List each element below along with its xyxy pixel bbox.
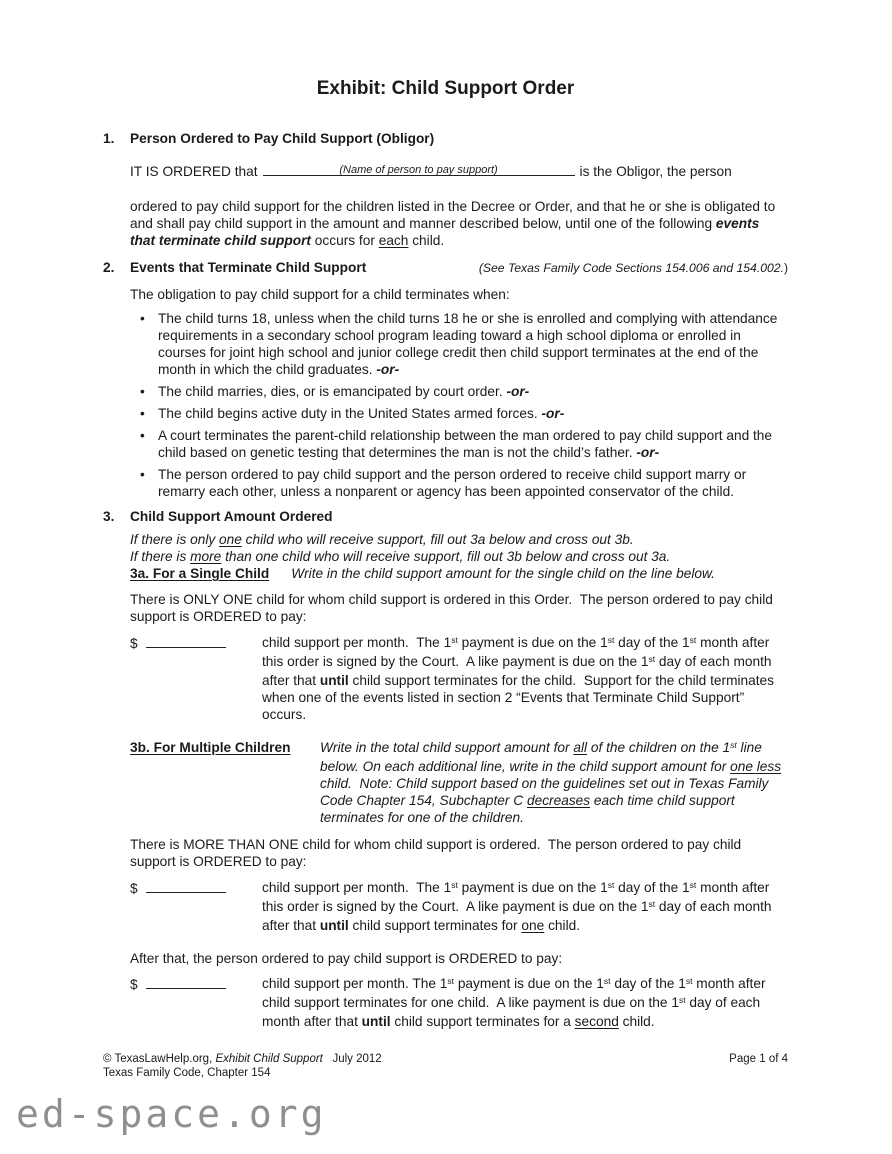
amount-terms-text: child support per month. The 1st payment is due on the 1st day of the 1st month after this order is signed by the Court. A like payment is due on the 1st day of each month after that until child support terminates for the child. Support for the child terminates when one of the events listed in section 2 “Events that Terminate Child Support” occurs.: [262, 635, 778, 722]
watermark: ed-space.org: [16, 1092, 327, 1136]
dollar-sign: $: [130, 977, 138, 992]
subsection-3b-heading: 3b. For Multiple Children: [130, 740, 291, 755]
bullet-text: The person ordered to pay child support and the person ordered to receive child support marry or remarry each other, unless a nonparent or agency has been appointed conservator of the child.: [158, 467, 750, 499]
multiple-children-paragraph: There is MORE THAN ONE child for whom child support is ordered. The person ordered to pay child support is ORDERED to pay:: [130, 837, 745, 869]
amount-blank-line: [146, 634, 226, 648]
section-2-number: 2.: [103, 260, 115, 275]
subsection-3b: [130, 739, 788, 1030]
section-1-body: [130, 162, 788, 249]
amount-field: [130, 634, 262, 723]
amount-field: [130, 879, 262, 934]
list-item: [130, 405, 788, 422]
statute-reference-note: (See Texas Family Code Sections 154.006 and 154.002.): [478, 261, 788, 275]
page-number: Page 1 of 4: [729, 1053, 788, 1065]
dollar-sign: $: [130, 881, 138, 896]
amount-instruction-2: If there is more than one child who will receive support, fill out 3b below and cross out 3a.: [130, 549, 671, 564]
obligor-paragraph: ordered to pay child support for the children listed in the Decree or Order, and that he or she is obligated to and shall pay child support in the amount and manner described below, until one of the following events that terminate child support occurs for each child.: [130, 199, 780, 248]
bullet-icon: •: [140, 406, 145, 421]
section-3-heading-row: [103, 508, 788, 525]
list-item: [130, 466, 788, 500]
subsection-3a-description: Write in the child support amount for the single child on the line below.: [291, 566, 715, 581]
ordered-post-text: is the Obligor, the person: [579, 164, 732, 179]
section-2-heading: Events that Terminate Child Support: [130, 260, 367, 275]
footer-source-block: [103, 1052, 382, 1080]
section-2-heading-row: [103, 259, 788, 277]
list-item: [130, 383, 788, 400]
section-amount: [103, 508, 788, 1030]
bullet-icon: •: [140, 384, 145, 399]
section-3-heading: Child Support Amount Ordered: [130, 509, 333, 524]
amount-instruction-1: If there is only one child who will receive support, fill out 3a below and cross out 3b.: [130, 532, 634, 547]
amount-row-single-child: [130, 634, 788, 723]
subsection-3b-heading-row: [130, 739, 788, 826]
single-child-paragraph: There is ONLY ONE child for whom child support is ordered in this Order. The person ordered to pay child support is ORDERED to pay:: [130, 592, 777, 624]
section-3-number: 3.: [103, 509, 115, 524]
amount-row-second: [130, 975, 788, 1030]
list-item: [130, 310, 788, 378]
bullet-text: The child begins active duty in the United States armed forces. -or-: [158, 406, 565, 421]
section-1-number: 1.: [103, 131, 115, 146]
list-item: [130, 427, 788, 461]
page-title: Exhibit: Child Support Order: [316, 78, 575, 99]
subsection-3a: [130, 565, 788, 723]
section-3-body: [130, 531, 788, 1030]
subsection-3a-heading: 3a. For a Single Child: [130, 566, 270, 581]
ordered-pre-text: IT IS ORDERED that: [130, 164, 258, 179]
obligor-name-line: [130, 162, 788, 180]
footer-code-line: Texas Family Code, Chapter 154: [103, 1067, 271, 1079]
amount-blank-line: [146, 975, 226, 989]
bullet-icon: •: [140, 428, 145, 443]
amount-field: [130, 975, 262, 1030]
section-1-heading: Person Ordered to Pay Child Support (Obligor): [130, 131, 435, 146]
amount-row-first: [130, 879, 788, 934]
section-1-heading-row: [103, 130, 788, 147]
amount-blank-line: [146, 879, 226, 893]
footer-copyright-line: © TexasLawHelp.org, Exhibit Child Support July 2012: [103, 1053, 382, 1065]
bullet-text: The child marries, dies, or is emancipated by court order. -or-: [158, 384, 530, 399]
amount-terms-text: child support per month. The 1st payment is due on the 1st day of the 1st month after this order is signed by the Court. A like payment is due on the 1st day of each month after that until child support terminates for one child.: [262, 880, 776, 933]
after-that-paragraph: After that, the person ordered to pay child support is ORDERED to pay:: [130, 951, 563, 966]
section-2-body: [130, 286, 788, 500]
termination-intro: The obligation to pay child support for a child terminates when:: [130, 287, 510, 302]
bullet-text: A court terminates the parent-child relationship between the man ordered to pay child support and the child based on genetic testing that determines the man is not the child’s father. -or-: [158, 428, 776, 460]
amount-terms-text: child support per month. The 1st payment is due on the 1st day of the 1st month after child support terminates for one child. A like payment is due on the 1st day of each month after that until child support terminates for a second child.: [262, 976, 770, 1029]
bullet-text: The child turns 18, unless when the child turns 18 he or she is enrolled and complying with attendance requirements in a secondary school program leading toward a high school diploma or enrolled in courses for joint high school and junior college credit then child support terminates at the end of the month in which the child graduates. -or-: [158, 311, 782, 377]
page-footer: [103, 1052, 788, 1080]
subsection-3b-description: Write in the total child support amount for all of the children on the 1st line below. On each additional line, write in the child support amount for one less child. Note: Child support based on the guidelines set out in Texas Family Code Chapter 154, Subchapter C decreases each time child support terminates for one of the children.: [320, 740, 785, 825]
name-caption: (Name of person to pay support): [339, 164, 498, 176]
termination-bullet-list: [130, 310, 788, 500]
section-obligor: [103, 130, 788, 249]
section-termination: [103, 259, 788, 500]
bullet-icon: •: [140, 311, 145, 326]
dollar-sign: $: [130, 636, 138, 651]
obligor-name-blank: [263, 162, 575, 176]
subsection-3a-heading-row: [130, 565, 788, 582]
bullet-icon: •: [140, 467, 145, 482]
